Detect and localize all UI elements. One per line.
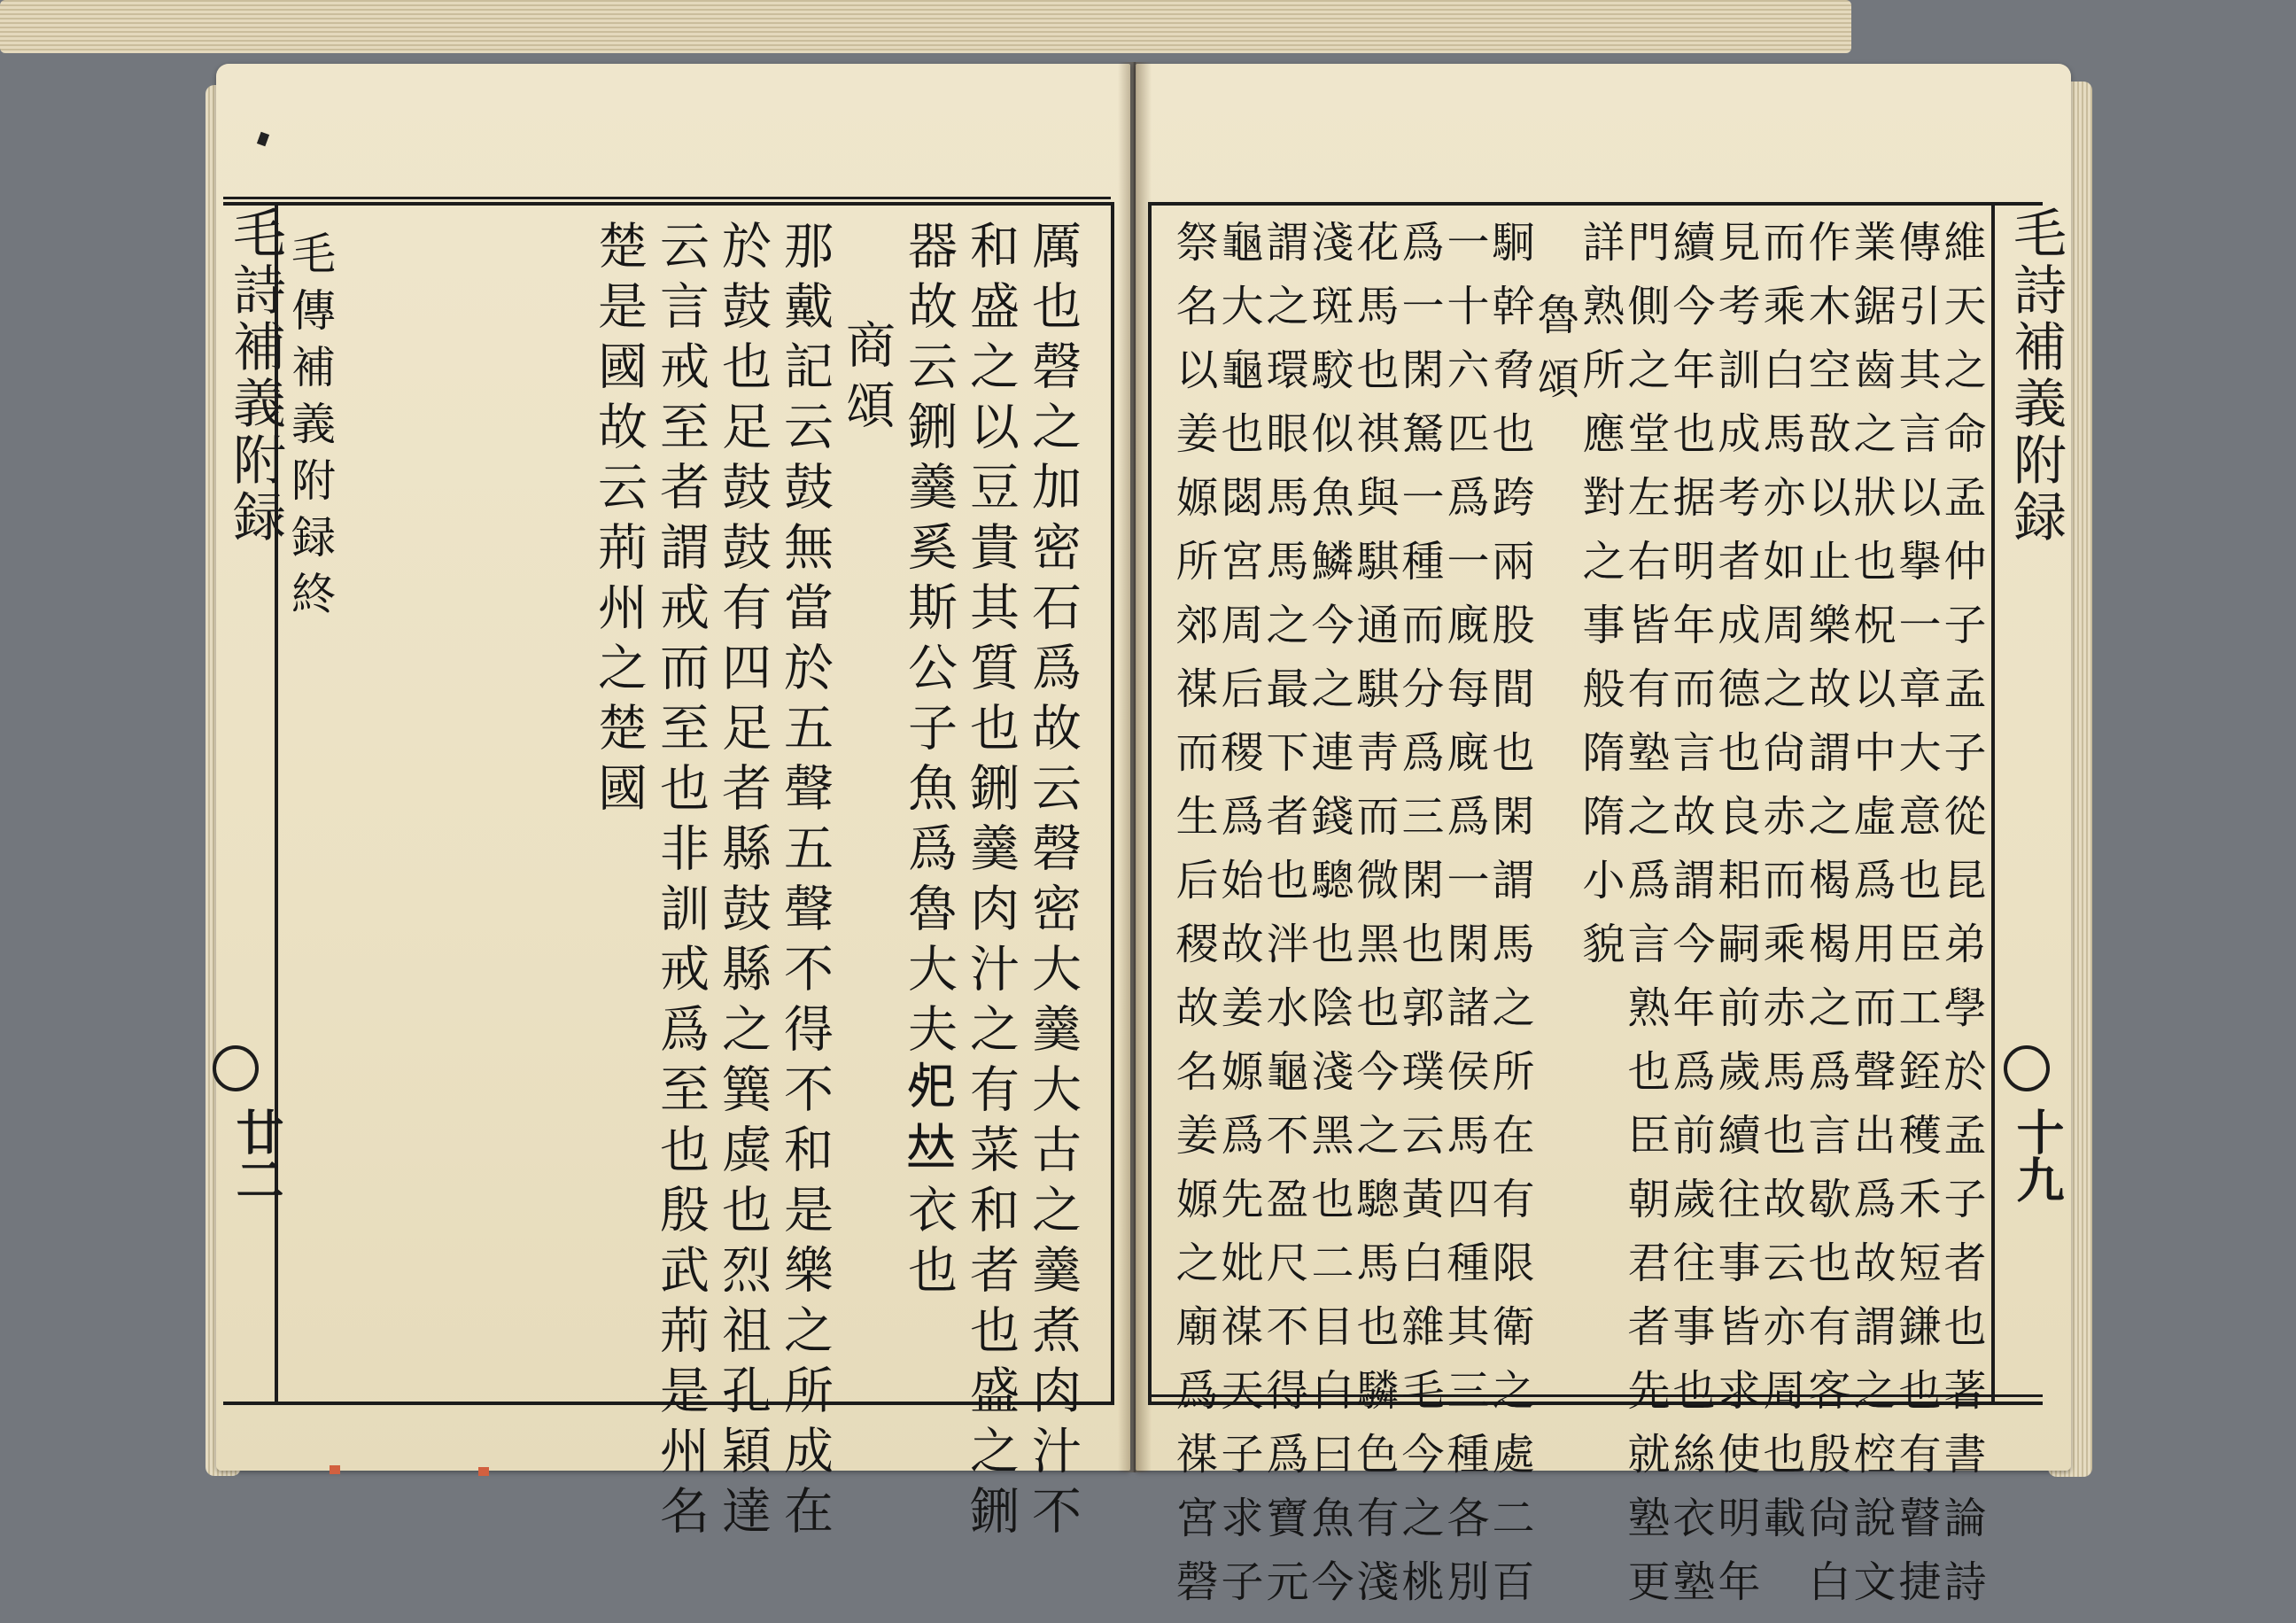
text-column: 楚是國故云荊州之楚國 (590, 220, 648, 822)
section-heading: 魯頌 (1530, 292, 1579, 420)
text-column: 謂之環眼馬馬之最下者也泮水龜不盈尺不得爲寶元 (1259, 220, 1308, 1623)
text-column: 爲一閑駑一種而分爲三閑也郭璞云黃白雜毛今之桃 (1394, 220, 1444, 1623)
text-column: 續今年也据明年而言故謂今年爲前歲往事也絲衣塾 (1665, 220, 1715, 1623)
text-column: 祭名以姜嫄所郊禖而生后稷故名姜嫄之廟爲禖宮磬 (1168, 220, 1218, 1623)
colophon-end-title: 毛傳補義附録終 (284, 230, 336, 627)
text-column: 而乘白馬亦如周之尙赤而乘赤馬也故云亦周也載 (1756, 220, 1805, 1559)
text-column: 和盛之以豆貴其質也鉶羹肉汁之有菜和者也盛之鉶 (962, 220, 1020, 1545)
bottom-page-edges (0, 0, 1851, 53)
text-column: 駉幹脅也跨兩股間也閑謂馬之所在有限衛之處二百 (1485, 220, 1534, 1623)
right-folio-number: 十九 (2009, 1107, 2066, 1203)
text-column: 於鼓也足鼓鼓有四足者縣鼓縣之簨虡也烈祖孔穎達 (714, 220, 772, 1545)
text-column: 傳引其言以擧一章大意也臣工銍穫禾短鎌也有瞽捷 (1891, 220, 1941, 1623)
text-column: 厲也磬之加密石爲故云磬密大羹大古之羹煮肉汁不 (1024, 220, 1082, 1545)
book-gutter (1118, 62, 1152, 1472)
text-column: 業鋸齒之狀也柷以中虛爲用而聲出爲故謂之椌說文 (1846, 220, 1896, 1623)
text-column: 一十六匹爲一廐每廐爲一閑諸侯馬四種其三種各別 (1439, 220, 1489, 1623)
right-fish-tail-mark (2004, 1045, 2050, 1091)
red-stamp-fragment (478, 1467, 489, 1476)
left-fish-tail-mark (213, 1045, 259, 1091)
right-spine-title: 毛詩補義附録 (2005, 206, 2067, 546)
right-spine-rule (1991, 202, 1995, 1402)
text-column: 淺斑駮似魚鱗今之連錢驄也陰淺黑也二目白曰魚今 (1304, 220, 1354, 1623)
text-column: 器故云鉶羹奚斯公子魚爲魯大夫𢀸𠀤衣也 (900, 220, 958, 1304)
text-column: 作木空敔以止樂故謂之楬楬之爲言歇也有客殷尙白 (1801, 220, 1850, 1623)
section-heading: 商頌 (838, 319, 896, 439)
text-column: 那戴記云鼓無當於五聲五聲不得不和是樂之所成在 (776, 220, 834, 1545)
text-column: 龜大龜也閟宮周后稷爲始故姜嫄爲先妣禖天子求子 (1214, 220, 1263, 1623)
red-stamp-fragment (330, 1465, 340, 1474)
left-spine-title: 毛詩補義附録 (224, 206, 286, 546)
text-column: 維天之命孟仲子孟子從昆弟學於孟子者也著書論詩 (1936, 220, 1986, 1623)
text-column: 見考訓成考者成德也良耜嗣前歲續往事皆求使明年 (1710, 220, 1760, 1623)
left-folio-number: 廿二 (229, 1107, 285, 1203)
text-column: 詳熟所應對之事般隋隋小貌 (1575, 220, 1625, 985)
left-frame-top-rule (223, 197, 1111, 199)
text-column: 花馬也祺與騏通騏靑而微黑也今之驄馬也驎色有淺 (1349, 220, 1399, 1623)
text-column: 門側之堂左右皆有塾之爲言熟也臣朝君者先就塾更 (1620, 220, 1670, 1623)
text-column: 云言戒至者謂戒而至也非訓戒爲至也殷武荊是州名 (652, 220, 710, 1545)
